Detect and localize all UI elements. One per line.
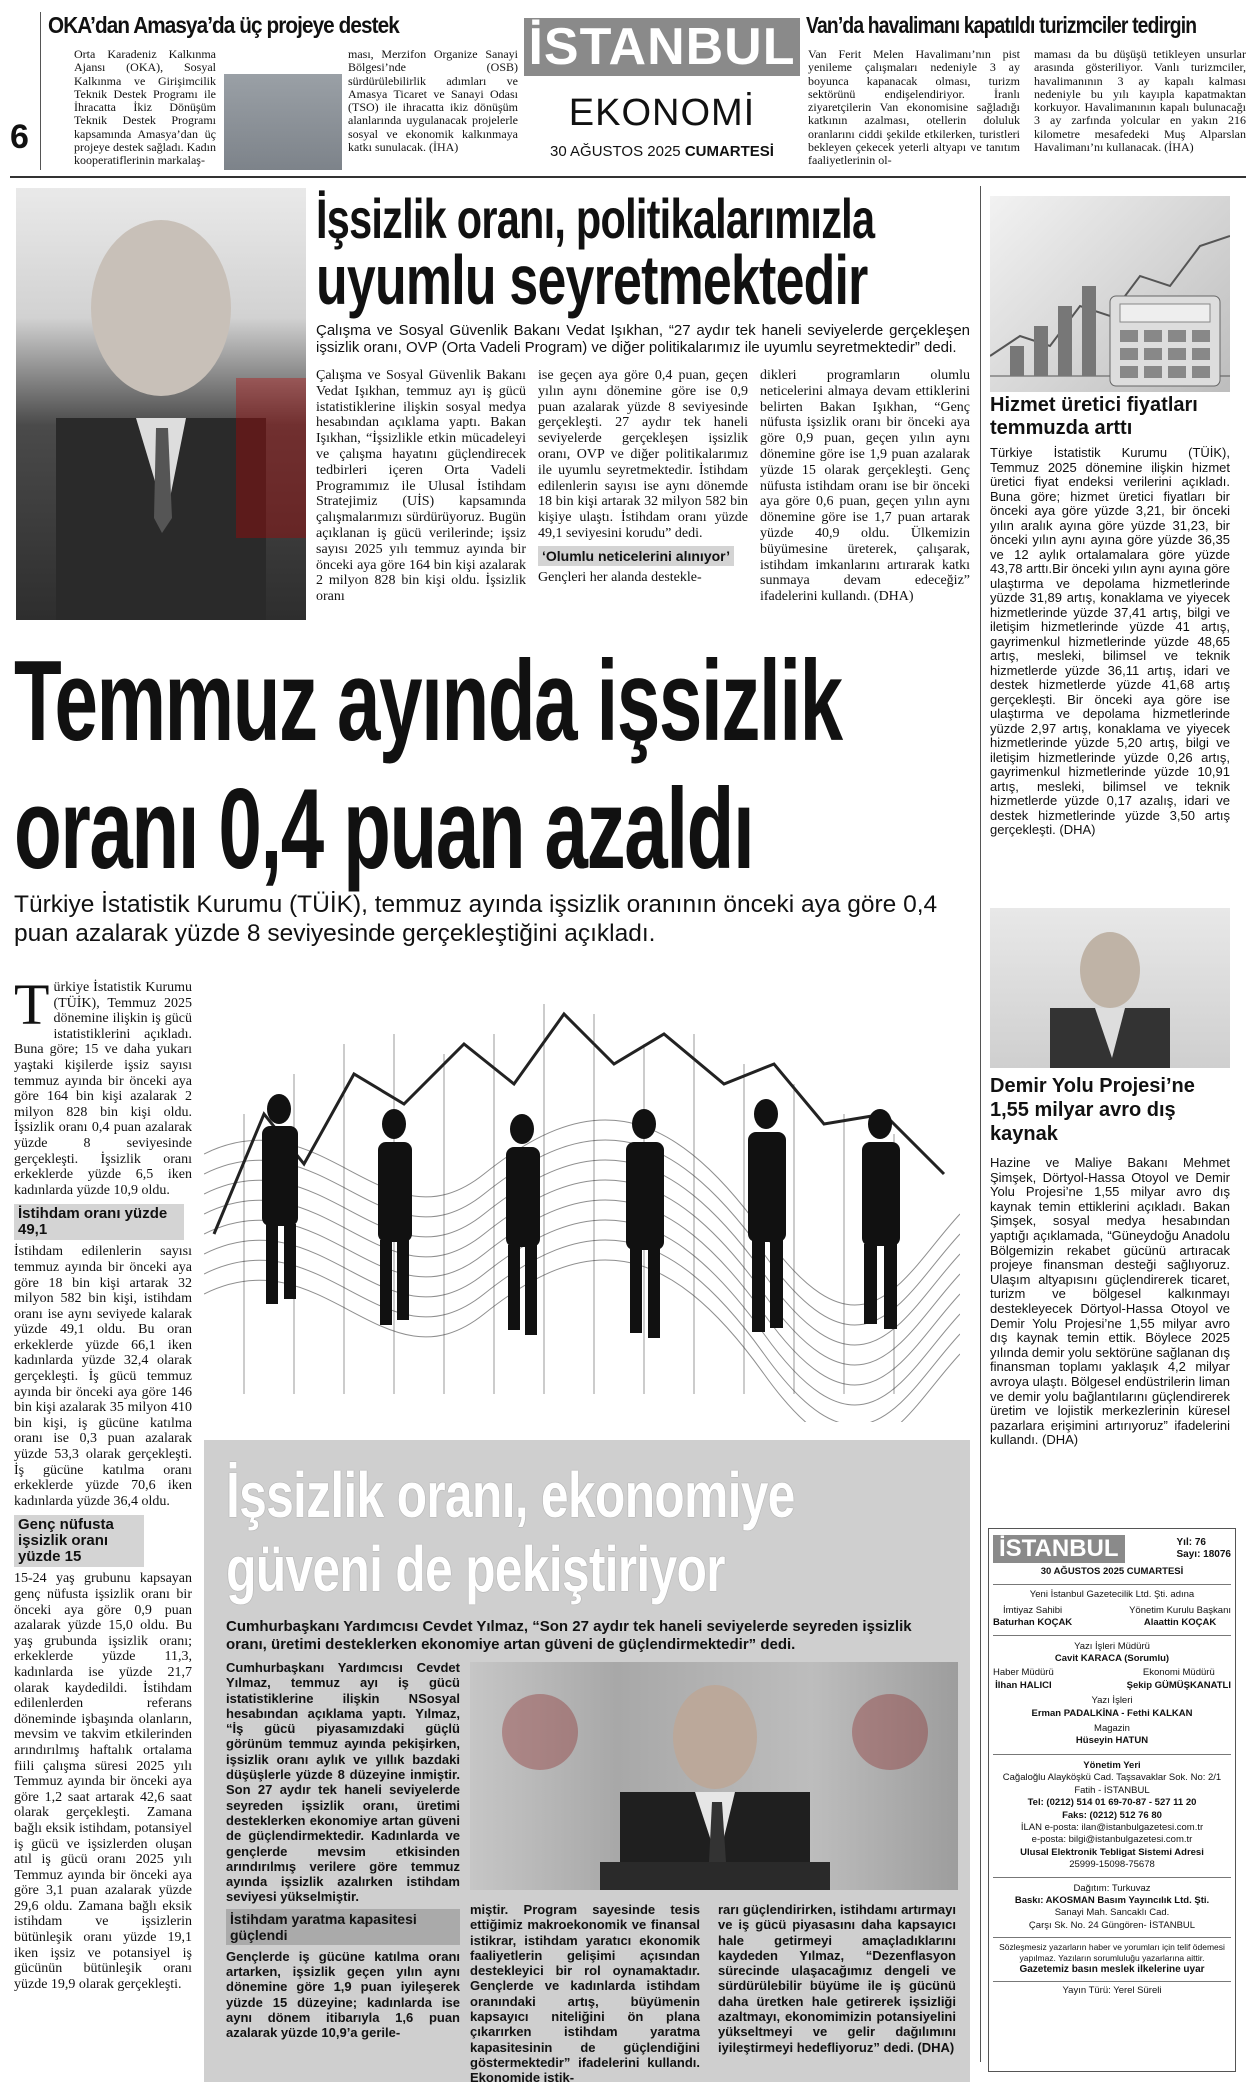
imprint-box	[988, 1528, 1236, 2072]
top-col1: Çalışma ve Sosyal Güvenlik Bakanı Vedat Işıkhan, temmuz ayı iş gücü istatistiklerine ilişkin sosyal medya hesabından açıklama yaptı. Bakan Işıkhan, “İşsizlikle etkin mücadeleyi ve çalışma hayatını güçlendirecek tedbirleri içeren Orta Vadeli Programımız ile Ulusal İstihdam Stratejimiz (UİS) kapsamında çalışmalarımızı sürdürüyoruz. Bugün açıklanan iş gücü verilerinde; işsiz sayısı 2025 yılı temmuz ayında bir önceki aya göre 164 bin kişi azalarak 2 milyon 828 bin kişi oldu. İşsizlik oranı	[316, 368, 526, 605]
bottom-col2: miştir. Program sayesinde tesis ettiğimiz makroekonomik ve finansal istikrar, istihdam yaratıcı ekonomik faaliyetlerin gelişimi açısından destekleyici bir rol oynamaktadır. Gençlerde ve kadınlarda istihdam oranındaki artış, büyümenin kapsayıcı niteliğini ön plana çıkarırken istihdam yaratma kapasitesinin de güçlendiğini göstermektedir” ifadelerini kullandı. Ekonomide istik-	[470, 1902, 700, 2086]
page-number: 6	[10, 118, 29, 156]
imprint-date: 30 AĞUSTOS 2025 CUMARTESİ	[1040, 1566, 1184, 1577]
main-dropcap: T	[14, 972, 50, 1037]
imprint-ed: Cavit KARACA (Sorumlu)	[1054, 1653, 1170, 1665]
imprint-owner: Baturhan KOÇAK	[993, 1617, 1073, 1629]
top-col3: dikleri programların olumlu neticelerini almaya devam ettiklerini belirten Bakan Işıkhan, “Genç nüfusta işsizlik oranı bir önceki aya göre 0,9 puan, geçen yılın aynı dönemine göre ise 1,9 puan azalarak yüzde 15 olarak gerçekleşti. Genç nüfusta istihdam oranı ise bir önceki aya göre 0,6 puan, geçen yılın aynı dönemine göre ise 1,7 puan artarak yüzde 40,9 oldu. Ülkemizin büyümesine üreterek, çalışarak, istihdam imkanlarını artırarak katkı sunmaya devam edeceğiz” ifadelerini kullandı. (DHA)	[760, 368, 970, 605]
bottom-story	[204, 1440, 970, 2086]
imprint-year: Yıl: 76	[1176, 1536, 1206, 1548]
left-story-col1: Orta Karadeniz Kalkınma Ajansı (OKA), Sosyal Kalkınma ve Girişimcilik Teknik Destek Programı ile İhracatta İkiz Dönüşüm Teknik Destek Programı kapsamında Amasya’dan üç projeye destek sağladı. Kadın kooperatiflerinin markalaş-	[74, 47, 216, 168]
main-p3: 15-24 yaş grubunu kapsayan genç nüfusta işsizlik oranı bir önceki aya göre 0,9 puan azalarak yüzde 15,0 oldu. Bu yaş grubunda işsizlik oranı; erkeklerde yüzde 11,3, kadınlarda ise yüzde 21,7 olarak kaydedildi. İstihdam edilenlerden referans döneminde işbaşında olanların, mevsim ve takvim etkilerinden arındırılmış haftalık ortalama fiili çalışma süresi 2025 yılı Temmuz ayında bir önceki aya göre 1,2 saat artarak 42,6 saat olarak gerçekleşti. Zamana bağlı eksik istihdam, potansiyel iş gücü ve işsizlerden oluşan atıl iş gücü oranı 2025 yılı Temmuz ayında bir önceki aya göre 3,1 puan azalarak yüzde 29,6 oldu. Zamana bağlı eksik istihdam ve işsizlerin bütünleşik oranı yüzde 19,1 iken işsiz ve potansiyel iş gücünün bütünleşik oranı yüzde 19,9 olarak gerçekleşti.	[14, 1571, 192, 1992]
bottom-col3: rarı güçlendirirken, istihdamı artırmayı ve iş gücü piyasasını daha kapsayıcı hale getirmeyi amaçladıklarını kaydeden Yılmaz, “Dezenflasyon sürecinde ulaşacağımız dengeli ve sürdürülebilir büyüme ile iş gücünü daha üretken hale getirerek işsizliği azaltmayı, ekonomimizin potansiyelini yükseltmeyi ve gelir dağılımını iyileştirmeyi hedefliyoruz” dedi. (DHA)	[718, 1902, 956, 2055]
sidebar1-body: Türkiye İstatistik Kurumu (TÜİK), Temmuz 2025 dönemine ilişkin hizmet üretici fiyat endeksi verilerini açıkladı. Buna göre; hizmet üretici fiyatları bir önceki aya göre yüzde 3,21, bir önceki yılın aralık ayına göre yüzde 31,23, bir önceki yılın aynı ayına göre yüzde 36,35 ve 12 aylık ortalamalara göre yüzde 43,78 arttı.Bir önceki yılın aynı ayına göre ulaştırma ve depolama hizmetlerinde yüzde 31,89 artış, konaklama ve yiyecek hizmetlerinde yüzde 37,41 artış, bilgi ve iletişim hizmetlerinde yüzde 41 artış, gayrimenkul hizmetlerinde yüzde 48,65 artış, mesleki, bilimsel ve teknik hizmetlerde yüzde 36,11 artış, idari ve destek hizmetlerde yüzde 41,68 artış gerçekleşti. Bir önceki aya göre ise ulaştırma ve depolama hizmetlerinde yüzde 2,97 artış, konaklama ve yiyecek hizmetlerinde yüzde 5,20 artış, bilgi ve iletişim hizmetlerinde yüzde 0,26 artış, gayrimenkul hizmetlerinde yüzde 10,91 artış, mesleki, bilimsel ve teknik hizmetlerde yüzde 0,17 azalış, idari ve destek hizmetlerinde yüzde 3,50 artış gerçekleşti. (DHA)	[990, 445, 1230, 837]
sidebar1-title: Hizmet üretici fiyatları temmuzda arttı	[990, 394, 1198, 439]
right-story-col1: Van Ferit Melen Havalimanı’nın pist yenileme çalışmaları nedeniyle 3 ay boyunca kapanacak olması, turizm sektörünü endişelendiriyor. İranlı ziyaretçilerin Van ekonomisine sağladığı katkının azalması, otellerin doluluk oranlarını ciddi şekilde etkilerken, turistleri bekleyen çekecek yeterli altyapı ve tanıtım faaliyetlerinin ol-	[808, 47, 1020, 168]
section-title: EKONOMİ	[568, 92, 756, 134]
main-p1	[14, 972, 192, 1198]
calculator-photo	[990, 196, 1230, 392]
top-headline-2: uyumlu seyretmektedir	[316, 241, 868, 319]
header-left-story	[48, 12, 518, 172]
top-headline-1: İşsizlik oranı, politikalarımızla	[316, 187, 875, 250]
minister-figure	[16, 188, 306, 620]
top-col2-subhead: ‘Olumlu neticelerini alınıyor’	[538, 546, 734, 566]
imprint-ethics: Gazetemiz basın meslek ilkelerine uyar	[1019, 1964, 1205, 1976]
left-story-photo	[224, 74, 342, 170]
issue-date-text: 30 AĞUSTOS 2025	[550, 143, 681, 160]
imprint-econ-label: Ekonomi Müdürü	[1142, 1667, 1215, 1679]
minister-simsek-photo	[990, 908, 1230, 1068]
issue-day: CUMARTESİ	[684, 143, 774, 160]
imprint-dist: Dağıtım: Turkuvaz	[1073, 1882, 1151, 1894]
left-story-title: OKA’dan Amasya’da üç projeye destek	[48, 12, 399, 38]
imprint-writers-label: Yazı İşleri	[1091, 1695, 1133, 1707]
imprint-issue: Sayı: 18076	[1176, 1549, 1231, 1560]
bottom-headline-1: İşsizlik oranı, ekonomiye	[226, 1459, 795, 1531]
illustration-graphic	[204, 974, 960, 1422]
main-p2: İstihdam edilenlerin sayısı temmuz ayında bir önceki aya göre 18 bin kişi artarak 32 milyon 582 bin kişi, istihdam oranı ise aynı seviyede kalarak yüzde 49,1 oldu. Bu oran erkeklerde yüzde 66,1 iken kadınlarda yüzde 32,4 olarak gerçekleşti. İş gücü temmuz ayında bir önceki aya göre 146 bin kişi azalarak 35 milyon 410 bin kişi, iş gücüne katılma oranı ise 0,3 puan azalarak yüzde 53,3 olarak gerçekleşti. İş gücüne katılma oranı erkeklerde yüzde 70,6 iken kadınlarda yüzde 36,4 oldu.	[14, 1244, 192, 1509]
main-sub1: İstihdam oranı yüzde 49,1	[14, 1204, 184, 1240]
imprint-board: Alaattin KOÇAK	[1143, 1617, 1217, 1629]
header-right-story	[806, 12, 1250, 172]
vice-president-photo	[470, 1662, 958, 1890]
imprint-ed-label: Yazı İşleri Müdürü	[1074, 1640, 1150, 1652]
imprint-tel: Tel: (0212) 514 01 69-70-87 - 527 11 20	[1027, 1797, 1197, 1809]
imprint-email2[interactable]: e-posta: bilgi@istanbulgazetesi.com.tr	[1031, 1834, 1193, 1846]
sidebar2-body: Hazine ve Maliye Bakanı Mehmet Şimşek, Dörtyol-Hassa Otoyol ve Demir Yolu Projesi’ne 1,55 milyar avro dış kaynak temin ettiklerini açıkladı. Bakan Şimşek, sosyal medya hesabından yaptığı açıklamada, “Güneydoğu Anadolu Bölgemizin rekabet gücünü artıracak projeye finansman desteği sağlıyoruz. Ulaşım altyapısını güçlendirerek ticaret, turizm ve bölgesel kalkınmayı destekleyecek Dörtyol-Hassa Otoyol ve Demir Yolu Projesi’ne 1,55 milyar avro dış kaynak temin ettik. Böylece 2025 yılında demir yolu sektörüne sağlanan dış finansman toplamı yaklaşık 4,2 milyar avroya ulaştı. Bölgesel endüstrilerin liman ve demir yolu bağlantılarını güçlendirerek üretim ve lojistik merkezlerinin küresel pazarlara erişimini artırıyoruz” ifadelerini kullandı. (DHA)	[990, 1155, 1230, 1448]
minister-simsek-figure	[990, 908, 1230, 1068]
imprint-type: Yayın Türü: Yerel Süreli	[993, 1981, 1231, 1997]
imprint-network-no: 25999-15098-75678	[1069, 1859, 1155, 1871]
bottom-col1-text: Cumhurbaşkanı Yardımcısı Cevdet Yılmaz, temmuz ayı iş gücü istatistiklerine ilişkin NSosyal hesabından açıklama yaptı. Yılmaz, “İş gücü piyasamızdaki güçlü görünüm temmuz ayında pekişirken, işsizlik oranı aylık ve yıllık bazdaki düşüşlerle yüzde 8 düzeyine inmiştir. Son 27 aydır tek haneli seviyelerde seyreden işsizlik oranı, üretimi desteklerken ekonomiye artan güveni de güçlendirmektedir. Kadınlarda ve gençlerde mevsim etkisinden arındırılmış verilere göre temmuz ayında işsizlik azalırken istihdam seviyesi yükselmiştir.	[226, 1660, 460, 1905]
bottom-col1-text-b: Gençlerde iş gücüne katılma oranı artarken, işsizlik geçen yılın aynı dönemine göre 1,9 puan iyileşerek yüzde 15 düzeyine; kadınlarda ise aynı dönem itibarıyla 1,6 puan azalarak yüzde 10,9’a gerile-	[226, 1948, 460, 2041]
unemployment-illustration	[204, 974, 960, 1422]
bottom-col1	[226, 1660, 460, 2041]
main-sub2: Genç nüfusta işsizlik oranı yüzde 15	[14, 1515, 144, 1567]
imprint-office-label: Yönetim Yeri	[1083, 1759, 1141, 1771]
imprint-publisher: Yeni İstanbul Gazetecilik Ltd. Şti. adına	[993, 1584, 1231, 1601]
imprint-mag-label: Magazin	[1094, 1723, 1130, 1735]
imprint-addr1: Cağaloğlu Alayköşkü Cad. Taşsavaklar Sok. No: 2/1	[1002, 1772, 1222, 1784]
issue-date	[524, 143, 800, 160]
main-headline-1: Temmuz ayında işsizlik	[14, 638, 842, 765]
imprint-news: İlhan HALICI	[995, 1679, 1052, 1691]
right-story-col2: maması da bu düşüşü tetikleyen unsurlar arasında gösteriliyor. Vanlı turizmciler, havalimanının 3 ay kapalı kalması nedeniyle bu yılı kayıpla kapatmaktan korkuyor. Havalimanının kapalı bulunacağı 3 ay zarfında yolcular en yakın 216 kilometre mesafedeki Muş Alparslan Havalimanı’nı kullanacak. (İHA)	[1034, 47, 1246, 155]
imprint-board-label: Yönetim Kurulu Başkanı	[1129, 1604, 1231, 1616]
imprint-news-label: Haber Müdürü	[993, 1667, 1054, 1679]
main-column	[14, 972, 192, 1992]
imprint-email1[interactable]: İLAN e-posta: ilan@istanbulgazetesi.com.tr	[1020, 1821, 1204, 1833]
imprint-addr2: Fatih - İSTANBUL	[1074, 1784, 1150, 1796]
top-deck: Çalışma ve Sosyal Güvenlik Bakanı Vedat Işıkhan, “27 aydır tek haneli seviyelerde gerçekleşen işsizlik oranı, OVP (Orta Vadeli Program) ve diğer politikalarımız ile uyumlu seyretmektedir” dedi.	[316, 322, 970, 356]
top-story	[316, 186, 970, 626]
masthead	[524, 18, 800, 168]
imprint-mag: Hüseyin HATUN	[1075, 1735, 1149, 1747]
main-headline-2: oranı 0,4 puan azaldı	[14, 766, 754, 893]
imprint-print: Baskı: AKOSMAN Basım Yayıncılık Ltd. Şti.	[1014, 1894, 1210, 1906]
main-deck: Türkiye İstatistik Kurumu (TÜİK), temmuz ayında işsizlik oranının önceki aya göre 0,4 puan azalarak yüzde 8 seviyesinde gerçekleştiğini açıkladı.	[14, 891, 938, 947]
minister-photo	[16, 188, 306, 620]
top-col2-text: ise geçen aya göre 0,4 puan, geçen yılın aynı dönemine göre ise 0,9 puan azalarak yüzde 8 seviyesinde gerçekleşti. 27 aydır tek haneli seviyelerde gerçekleşen işsizlik oranı, OVP ve diğer politikalarımız ile uyumlu seyretmektedir. İstihdam edilenlerin sayısı ise aynı dönemde 18 bin kişi artarak 32 milyon 582 bin kişiye ulaştı. İstihdam oranı yüzde 49,1 seviyesini korudu” dedi.	[538, 368, 748, 541]
masthead-logo: İSTANBUL	[524, 18, 800, 76]
imprint-logo: İSTANBUL	[993, 1535, 1125, 1563]
left-story-col2: ması, Merzifon Organize Sanayi Bölgesi’nde (OSB) sürdürülebilirlik adımları ve Amasya Ticaret ve Sanayi Odası (TSO) ile ihracatta ikiz dönüşüm alanlarında uygulanacak projelerle sosyal ve ekonomik kalkınmaya katkı sunulacak. (İHA)	[348, 47, 518, 155]
imprint-writers: Erman PADALKİNA - Fethi KALKAN	[1031, 1707, 1193, 1719]
sidebar2-title: Demir Yolu Projesi’ne 1,55 milyar avro dış kaynak	[990, 1075, 1195, 1145]
right-story-title: Van’da havalimanı kapatıldı turizmciler tedirgin	[806, 12, 1197, 38]
bottom-headline-2: güveni de pekiştiriyor	[226, 1533, 725, 1605]
bottom-col1-subhead: İstihdam yaratma kapasitesi güçlendi	[226, 1909, 460, 1945]
calculator-graphic	[990, 196, 1230, 392]
imprint-note: Sözleşmesiz yazarların haber ve yorumları için telif ödemesi yapılmaz. Yazıların sorumluluğu yazarlarına aittir.	[993, 1937, 1231, 1964]
imprint-econ: Şekip GÜMÜŞKANATLI	[1126, 1679, 1231, 1691]
top-col2	[538, 368, 748, 586]
imprint-network: Ulusal Elektronik Tebligat Sistemi Adresi	[1020, 1846, 1204, 1858]
imprint-fax: Faks: (0212) 512 76 80	[1062, 1809, 1162, 1821]
bottom-deck: Cumhurbaşkanı Yardımcısı Cevdet Yılmaz, “Son 27 aydır tek haneli seviyelerde seyreden işsizlik oranı, üretimi desteklerken ekonomiye artan güveni de güçlendirmektedir” dedi.	[226, 1618, 912, 1653]
imprint-owner-label: İmtiyaz Sahibi	[1003, 1604, 1063, 1616]
vice-president-figure	[470, 1662, 958, 1890]
imprint-print-addr1: Sanayi Mah. Sancaklı Cad.	[1054, 1907, 1170, 1919]
imprint-print-addr2: Çarşı Sk. No. 24 Güngören- İSTANBUL	[1028, 1919, 1196, 1931]
top-col2-text-b: Gençleri her alanda destekle-	[538, 569, 702, 585]
main-p1-text: ürkiye İstatistik Kurumu (TÜİK), Temmuz 2025 dönemine ilişkin iş gücü istatistiklerini açıkladı. Buna göre; 15 ve daha yukarı yaştaki kişilerde işsiz sayısı temmuz ayında bir önceki aya göre 164 bin kişi azalarak 2 milyon 828 bin kişi oldu. İşsizlik oranı 0,4 puan azalarak yüzde 8 seviyesinde gerçekleşti. İşsizlik oranı erkeklerde yüzde 6,5 iken kadınlarda yüzde 10,9 oldu.	[14, 980, 192, 1198]
